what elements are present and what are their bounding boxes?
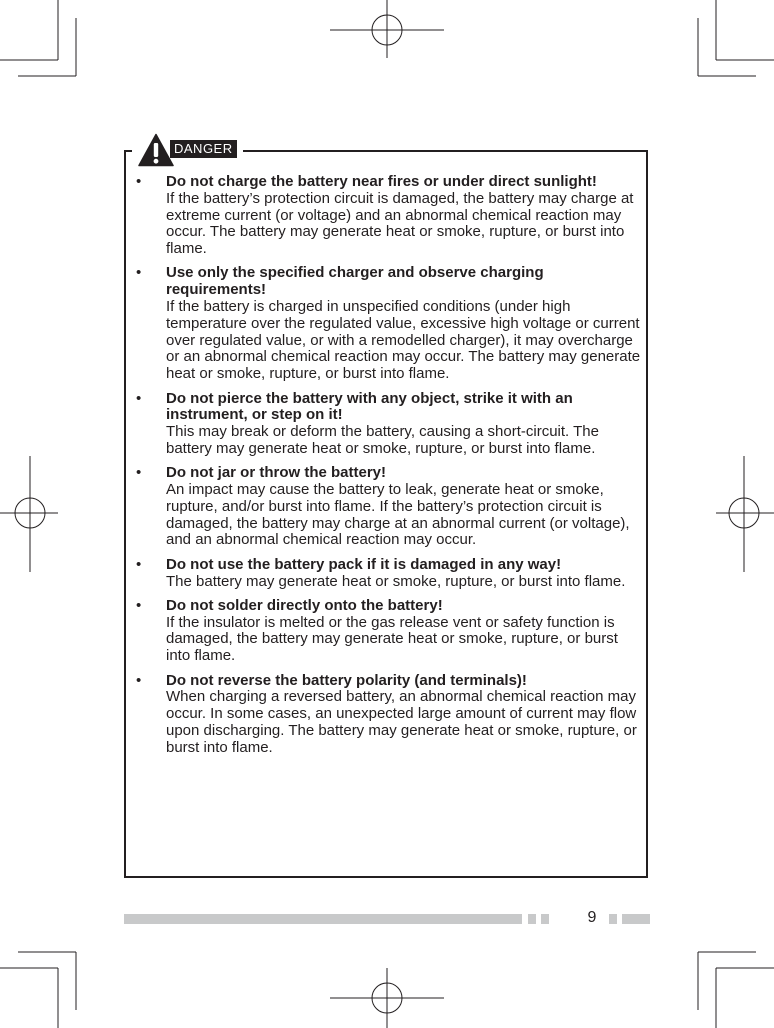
list-item	[136, 673, 641, 757]
danger-label: DANGER	[170, 140, 237, 158]
bullet: •	[136, 464, 142, 482]
footer-bar-segment	[609, 914, 617, 924]
item-body: This may break or deform the battery, causing a short-circuit. The battery may generate heat or smoke, rupture, or burst into flame.	[166, 423, 599, 457]
list-item	[136, 557, 641, 591]
item-title: Do not use the battery pack if it is damaged in any way!	[166, 555, 562, 573]
bullet: •	[136, 173, 142, 190]
item-title: Do not charge the battery near fires or under direct sunlight!	[166, 173, 597, 190]
list-item	[136, 265, 641, 383]
item-body: When charging a reversed battery, an abnormal chemical reaction may occur. In some cases, an unexpected large amount of current may flow upon discharging. The battery may generate heat or smoke, rupture, or burst into flame.	[166, 688, 637, 756]
footer-bar-segment	[528, 914, 536, 924]
item-title: Do not reverse the battery polarity (and terminals)!	[166, 671, 527, 689]
item-body: If the insulator is melted or the gas release vent or safety function is damaged, the battery may generate heat or smoke, rupture, or burst into flame.	[166, 613, 618, 665]
item-title: Use only the specified charger and observe charging requirements!	[166, 264, 544, 299]
item-body: An impact may cause the battery to leak, generate heat or smoke, rupture, and/or burst into flame. If the battery’s protection circuit is damaged, the battery may charge at an abnormal current (or voltage), and an abnormal chemical reaction may occur.	[166, 481, 630, 549]
bullet: •	[136, 389, 142, 407]
item-title: Do not jar or throw the battery!	[166, 464, 387, 482]
item-title: Do not pierce the battery with any object, strike it with an instrument, or step on it!	[166, 389, 573, 424]
list-item	[136, 391, 641, 458]
footer-bar-end	[622, 914, 650, 924]
item-body: If the battery’s protection circuit is damaged, the battery may charge at extreme current (or voltage) and an abnormal chemical reaction may occur. The battery may generate heat or smoke, rupture, or burst into flame.	[166, 189, 634, 258]
danger-header	[132, 128, 243, 172]
bullet: •	[136, 671, 142, 689]
footer-bar	[124, 914, 522, 924]
item-body: The battery may generate heat or smoke, rupture, or burst into flame.	[166, 572, 626, 590]
list-item	[136, 465, 641, 549]
warning-list	[136, 174, 641, 764]
bullet: •	[136, 264, 142, 282]
bullet: •	[136, 596, 142, 614]
item-body: If the battery is charged in unspecified conditions (under high temperature over the regulated value, excessive high voltage or current over regulated value, or with a remodelled charger), it may overcharge or an abnormal chemical reaction may occur. The battery may generate heat or smoke, rupture, or burst into flame.	[166, 298, 641, 383]
item-title: Do not solder directly onto the battery!	[166, 596, 443, 614]
list-item	[136, 598, 641, 665]
list-item	[136, 174, 641, 258]
footer-bar-segment	[541, 914, 549, 924]
warning-triangle-icon	[138, 133, 174, 167]
page-number: 9	[587, 909, 597, 926]
bullet: •	[136, 555, 142, 573]
